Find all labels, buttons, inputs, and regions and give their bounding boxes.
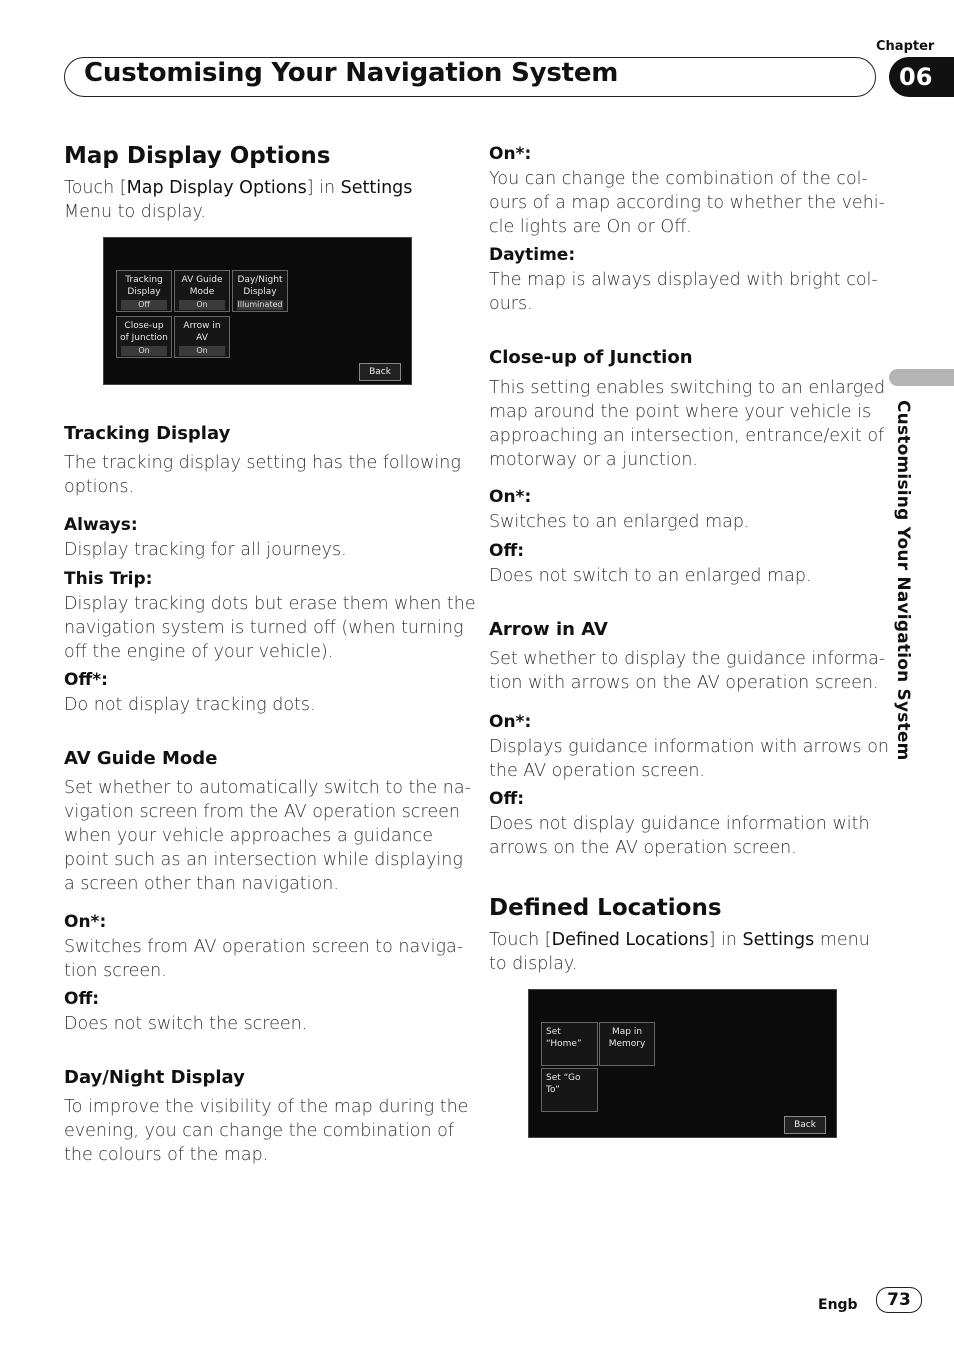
arrow-av-body: Set whether to display the guidance informa- tion with arrows on the AV operation screen. (489, 649, 886, 693)
option-description: The map is always displayed with bright col- ours. (489, 270, 878, 314)
section-heading-map-display-options: Map Display Options (64, 143, 331, 169)
option-label: Off: (489, 541, 525, 561)
option-description: Does not switch to an enlarged map. (489, 566, 812, 586)
subheading-day-night-display: Day/Night Display (64, 1067, 245, 1088)
option-label: Off*: (64, 670, 108, 690)
defined-locations-intro: Touch [Defined Locations] in Settings menu to display. (489, 930, 870, 974)
subheading-av-guide-mode: AV Guide Mode (64, 748, 218, 769)
arrow-in-av-tile[interactable]: Arrow in AV On (174, 316, 230, 358)
option-description: Displays guidance information with arrows on the AV operation screen. (489, 737, 889, 781)
option-description: Switches from AV operation screen to naviga- tion screen. (64, 937, 464, 981)
section-heading-defined-locations: Defined Locations (489, 895, 722, 921)
closeup-body: This setting enables switching to an enlarged map around the point where your vehicle is approaching an intersection, entrance/exit of motorway or a junction. (489, 378, 886, 470)
side-tab-text: Customising Your Navigation System (893, 400, 913, 761)
option-label: On*: (489, 144, 532, 164)
option-label: Always: (64, 515, 138, 535)
page-number: 73 (876, 1287, 922, 1313)
option-label: On*: (489, 487, 532, 507)
defined-locations-screen (528, 989, 837, 1138)
close-up-of-junction-tile[interactable]: Close-up of Junction On (116, 316, 172, 358)
option-label: Off: (489, 789, 525, 809)
option-description: Display tracking dots but erase them when the navigation system is turned off (when turning off the engine of your vehicle). (64, 594, 476, 662)
option-description: Do not display tracking dots. (64, 695, 316, 715)
language-code: Engb (818, 1297, 858, 1313)
option-label: Daytime: (489, 245, 576, 265)
day-night-display-tile[interactable]: Day/Night Display Illuminated (232, 270, 288, 312)
tracking-body: The tracking display setting has the following options. (64, 453, 461, 497)
map-display-options-screen (103, 237, 412, 385)
tracking-display-tile[interactable]: Tracking Display Off (116, 270, 172, 312)
map-display-intro: Touch [Map Display Options] in Settings Menu to display. (64, 178, 413, 222)
option-description: You can change the combination of the col- ours of a map according to whether the vehi- cle lights are On or Off. (489, 169, 885, 237)
map-in-memory-tile[interactable]: Map in Memory (599, 1022, 655, 1066)
set-home-tile[interactable]: Set “Home” (541, 1022, 598, 1066)
av-guide-mode-tile[interactable]: AV Guide Mode On (174, 270, 230, 312)
av-guide-body: Set whether to automatically switch to the na- vigation screen from the AV operation screen when your vehicle approaches a guidance point such as an intersection while displaying a screen other than navigation. (64, 778, 471, 894)
day-night-body: To improve the visibility of the map during the evening, you can change the combination of the colours of the map. (64, 1097, 469, 1165)
option-description: Does not display guidance information with arrows on the AV operation screen. (489, 814, 870, 858)
option-label: Off: (64, 989, 100, 1009)
page-title: Customising Your Navigation System (84, 58, 619, 88)
back-button[interactable]: Back (784, 1116, 826, 1134)
subheading-close-up-of-junction: Close-up of Junction (489, 347, 693, 368)
option-description: Display tracking for all journeys. (64, 540, 347, 560)
subheading-arrow-in-av: Arrow in AV (489, 619, 608, 640)
option-description: Switches to an enlarged map. (489, 512, 750, 532)
subheading-tracking-display: Tracking Display (64, 423, 231, 444)
set-go-to-tile[interactable]: Set “Go To” (541, 1068, 598, 1112)
chapter-number: 06 (889, 57, 954, 97)
option-description: Does not switch the screen. (64, 1014, 308, 1034)
option-label: On*: (64, 912, 107, 932)
side-tab-marker (889, 369, 954, 386)
back-button[interactable]: Back (359, 363, 401, 381)
chapter-label: Chapter (876, 39, 935, 54)
option-label: This Trip: (64, 569, 153, 589)
option-label: On*: (489, 712, 532, 732)
